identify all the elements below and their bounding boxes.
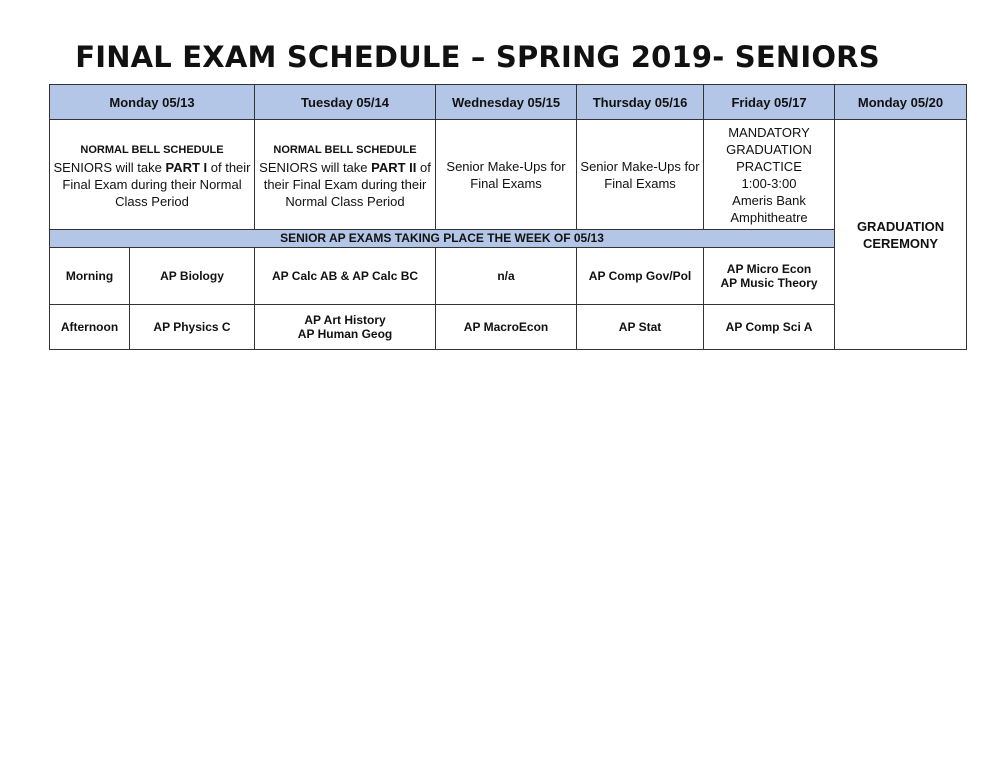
graduation-line: GRADUATION (856, 218, 945, 234)
afternoon-tuesday-line: AP Human Geog (297, 327, 393, 341)
friday-line: GRADUATION (726, 141, 812, 157)
friday-line: 1:00-3:00 (741, 175, 797, 191)
header-friday-0517: Friday 05/17 (704, 85, 835, 120)
morning-cell: n/a (436, 248, 577, 305)
afternoon-cell: AP Physics C (130, 305, 255, 350)
morning-cell: AP Biology (130, 248, 255, 305)
morning-cell: AP Comp Gov/Pol (577, 248, 704, 305)
tuesday-text-1: SENIORS will take (259, 159, 372, 175)
tuesday-text-2: of their Final Exam during their Normal Class Period (263, 159, 431, 209)
header-wednesday-0515: Wednesday 05/15 (436, 85, 577, 120)
friday-line: Ameris Bank (732, 192, 806, 208)
normal-bell-label: NORMAL BELL SCHEDULE (80, 143, 224, 156)
friday-line: Amphitheatre (730, 209, 808, 225)
header-monday-0513: Monday 05/13 (50, 85, 255, 120)
normal-bell-label: NORMAL BELL SCHEDULE (273, 143, 417, 156)
morning-friday-cell (704, 248, 835, 305)
morning-row (50, 248, 967, 305)
thursday-schedule-cell: Senior Make-Ups for Final Exams (577, 120, 704, 230)
header-row (50, 85, 967, 120)
afternoon-cell: AP Comp Sci A (704, 305, 835, 350)
monday-text-1: SENIORS will take (53, 159, 166, 175)
wednesday-schedule-cell: Senior Make-Ups for Final Exams (436, 120, 577, 230)
part-label: PART II (371, 159, 417, 175)
monday-text-2: of their Final Exam during their Normal Class Period (62, 159, 251, 209)
afternoon-cell: AP MacroEcon (436, 305, 577, 350)
graduation-line: CEREMONY (862, 235, 939, 251)
ap-exams-header-row (50, 230, 967, 248)
header-tuesday-0514: Tuesday 05/14 (255, 85, 436, 120)
friday-line: PRACTICE (736, 158, 802, 174)
afternoon-cell: AP Stat (577, 305, 704, 350)
morning-label: Morning (50, 248, 130, 305)
header-thursday-0516: Thursday 05/16 (577, 85, 704, 120)
graduation-ceremony-cell (835, 120, 967, 350)
day-schedule-row (50, 120, 967, 230)
friday-line: MANDATORY (728, 124, 810, 140)
afternoon-tuesday-cell (255, 305, 436, 350)
morning-friday-line: AP Micro Econ (726, 262, 812, 276)
friday-schedule-cell (704, 120, 835, 230)
page-title: FINAL EXAM SCHEDULE – SPRING 2019- SENIORS (75, 40, 880, 74)
afternoon-label: Afternoon (50, 305, 130, 350)
morning-friday-line: AP Music Theory (720, 276, 818, 290)
afternoon-row (50, 305, 967, 350)
ap-exams-header: SENIOR AP EXAMS TAKING PLACE THE WEEK OF 05/13 (50, 230, 835, 248)
afternoon-tuesday-line: AP Art History (304, 313, 386, 327)
tuesday-schedule-cell (255, 120, 436, 230)
morning-cell: AP Calc AB & AP Calc BC (255, 248, 436, 305)
exam-schedule-table (49, 84, 967, 350)
part-label: PART I (165, 159, 208, 175)
header-monday-0520: Monday 05/20 (835, 85, 967, 120)
monday-schedule-cell (50, 120, 255, 230)
